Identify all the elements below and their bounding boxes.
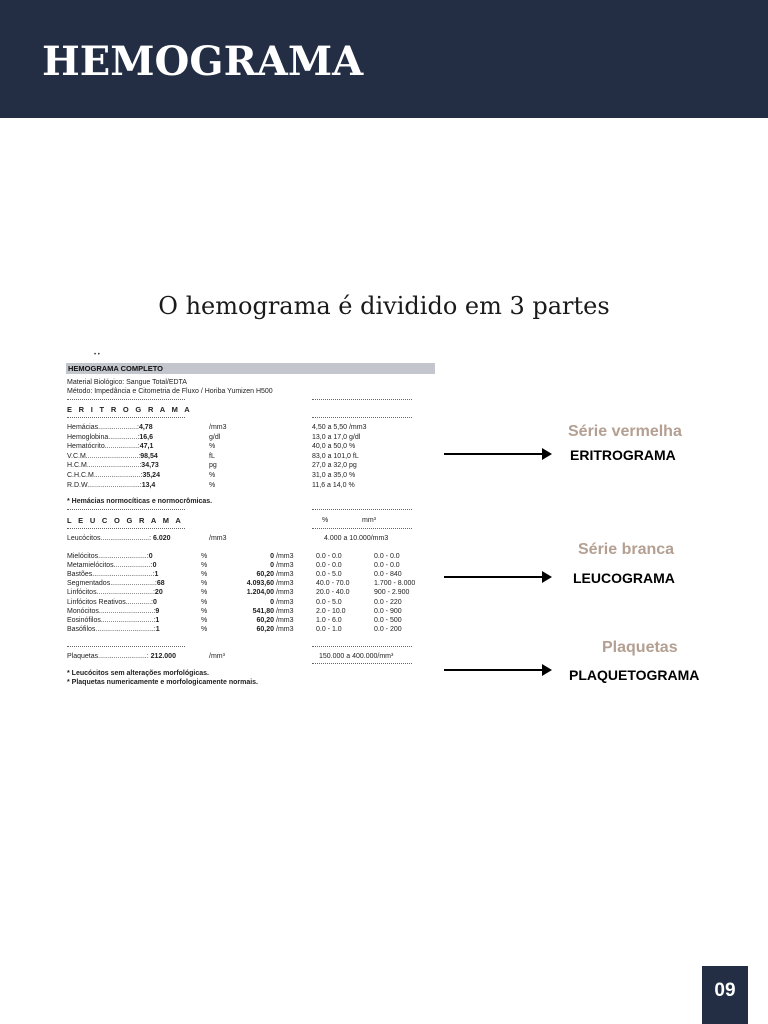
leucograma-row xyxy=(67,588,163,597)
param-ref-abs: 0.0 - 840 xyxy=(374,571,402,579)
param-ref-abs: 0.0 - 0.0 xyxy=(374,553,400,560)
leucograma-col-mm3: mm³ xyxy=(362,517,376,524)
param-name: Hemoglobina...............: xyxy=(67,433,140,441)
leucograma-row xyxy=(67,598,157,607)
param-name: Linfócitos.............................: xyxy=(67,589,155,597)
leucocitos-value: 6.020 xyxy=(152,535,171,542)
param-absolute: 60,20 xyxy=(256,616,274,624)
arrow-leucograma xyxy=(444,571,552,583)
label-serie-branca: Série branca xyxy=(578,541,675,558)
param-reference: 13,0 a 17,0 g/dl xyxy=(312,433,361,441)
param-name: Eosinófilos...........................: xyxy=(67,616,156,624)
param-value: 13,4 xyxy=(141,481,156,489)
param-abs-unit: /mm3 xyxy=(276,607,294,615)
leucograma-header: L E U C O G R A M A xyxy=(67,516,184,525)
leucograma-row xyxy=(67,625,160,634)
divider xyxy=(312,663,412,664)
plaquetas-note: * Plaquetas numericamente e morfologicamente normais. xyxy=(67,679,259,686)
param-name: Hematócrito.................: xyxy=(67,443,140,451)
param-reference: 27,0 a 32,0 pg xyxy=(312,462,357,470)
param-name: Mielócitos.........................: xyxy=(67,553,149,560)
divider xyxy=(67,528,185,529)
divider xyxy=(67,399,185,400)
divider xyxy=(67,417,185,418)
param-absolute: 0 xyxy=(270,598,274,606)
param-ref-pct: 0.0 - 0.0 xyxy=(316,562,342,570)
param-abs-unit: /mm3 xyxy=(276,598,294,606)
param-unit: pg xyxy=(209,462,217,470)
param-absolute: 4.093,60 xyxy=(246,580,274,588)
arrow-plaquetograma xyxy=(444,664,552,676)
param-unit: % xyxy=(209,472,216,479)
label-plaquetas: Plaquetas xyxy=(602,639,678,656)
param-value: 1 xyxy=(155,616,160,624)
param-reference: 83,0 a 101,0 fL xyxy=(312,452,359,460)
param-value: 1 xyxy=(154,571,159,579)
plaquetas-value: 212.000 xyxy=(150,653,176,660)
param-ref-abs: 0.0 - 220 xyxy=(374,598,402,606)
param-name: Metamielócitos...................: xyxy=(67,562,153,570)
param-name: Hemácias....................: xyxy=(67,424,139,431)
param-reference: 4,50 a 5,50 /mm3 xyxy=(312,424,367,431)
param-name: V.C.M...........................: xyxy=(67,452,141,460)
param-pct-unit: % xyxy=(201,571,208,579)
param-value: 47,1 xyxy=(139,443,154,451)
eritrograma-row xyxy=(67,461,159,470)
param-value: 1 xyxy=(155,625,160,633)
param-ref-abs: 0.0 - 0.0 xyxy=(374,562,400,570)
param-abs-unit: /mm3 xyxy=(276,616,294,624)
leucograma-row xyxy=(67,616,159,625)
param-value: 35,24 xyxy=(142,472,160,479)
param-pct-unit: % xyxy=(201,553,208,560)
eritrograma-header: E R I T R O G R A M A xyxy=(67,405,192,414)
param-reference: 40,0 a 50,0 % xyxy=(312,443,356,451)
param-abs-unit: /mm3 xyxy=(276,571,294,579)
param-pct-unit: % xyxy=(201,562,208,570)
plaquetas-ref: 150.000 a 400.000/mm³ xyxy=(319,653,394,660)
param-name: C.H.C.M........................: xyxy=(67,472,143,479)
param-value: 68 xyxy=(156,580,165,588)
param-unit: % xyxy=(209,481,216,489)
param-reference: 11,6 a 14,0 % xyxy=(312,481,355,489)
param-value: 4,78 xyxy=(138,424,153,431)
page-number: 09 xyxy=(702,966,748,1024)
param-unit: g/dl xyxy=(209,433,221,441)
plaquetas-name: Plaquetas.........................: xyxy=(67,653,149,660)
param-name: Monócitos............................: xyxy=(67,607,156,615)
leucograma-col-pct: % xyxy=(322,517,329,524)
param-ref-pct: 0.0 - 0.0 xyxy=(316,553,342,560)
param-ref-abs: 0.0 - 900 xyxy=(374,607,402,615)
section-subtitle: O hemograma é dividido em 3 partes xyxy=(158,292,610,320)
param-reference: 31,0 a 35,0 % xyxy=(312,472,356,479)
divider xyxy=(312,528,412,529)
eritrograma-row xyxy=(67,471,160,480)
leucograma-row xyxy=(67,579,165,588)
param-name: H.C.M...........................: xyxy=(67,462,142,470)
leucocitos-note: * Leucócitos sem alterações morfológicas. xyxy=(67,670,209,677)
report-method: Método: Impedância e Citometria de Fluxo / Horiba Yumizen H500 xyxy=(67,388,273,395)
param-ref-pct: 0.0 - 5.0 xyxy=(316,598,342,606)
param-value: 9 xyxy=(155,607,160,615)
param-ref-pct: 0.0 - 1.0 xyxy=(316,625,342,633)
param-absolute: 0 xyxy=(270,553,274,560)
eritrograma-row xyxy=(67,433,153,442)
param-ref-pct: 2.0 - 10.0 xyxy=(316,607,346,615)
plaquetas-unit: /mm³ xyxy=(209,653,225,660)
leucocitos-name: Leucócitos.........................: xyxy=(67,535,152,542)
leucocitos-unit: /mm3 xyxy=(209,535,227,542)
param-ref-pct: 40.0 - 70.0 xyxy=(316,580,350,588)
param-unit: fL xyxy=(209,452,215,460)
param-abs-unit: /mm3 xyxy=(276,625,294,633)
param-name: Linfócitos Reativos.............: xyxy=(67,598,153,606)
eritrograma-row xyxy=(67,423,153,432)
param-pct-unit: % xyxy=(201,580,208,588)
param-pct-unit: % xyxy=(201,625,208,633)
param-unit: % xyxy=(209,443,216,451)
leucocitos-ref: 4.000 a 10.000/mm3 xyxy=(324,535,389,542)
divider xyxy=(312,399,412,400)
eritrograma-row xyxy=(67,452,158,461)
param-absolute: 541,80 xyxy=(252,607,274,615)
param-name: Bastões...............................: xyxy=(67,571,155,579)
param-name: R.D.W...........................: xyxy=(67,481,142,489)
param-abs-unit: /mm3 xyxy=(276,580,294,588)
label-eritrograma: ERITROGRAMA xyxy=(570,447,676,463)
param-absolute: 60,20 xyxy=(256,625,274,633)
param-absolute: 60,20 xyxy=(256,571,274,579)
label-plaquetograma: PLAQUETOGRAMA xyxy=(569,667,700,683)
param-unit: /mm3 xyxy=(209,424,227,431)
param-abs-unit: /mm3 xyxy=(276,589,294,597)
param-absolute: 0 xyxy=(270,562,274,570)
eritrograma-note: * Hemácias normocíticas e normocrômicas. xyxy=(67,498,213,505)
eritrograma-row xyxy=(67,481,155,490)
param-name: Basófilos..............................: xyxy=(67,625,156,633)
param-abs-unit: /mm3 xyxy=(276,562,294,570)
divider xyxy=(67,509,185,510)
param-pct-unit: % xyxy=(201,616,208,624)
param-value: 16,6 xyxy=(139,433,153,441)
param-value: 34,73 xyxy=(141,462,159,470)
leucograma-row xyxy=(67,552,153,561)
page-title: HEMOGRAMA xyxy=(42,38,364,85)
param-value: 0 xyxy=(148,553,153,560)
param-value: 98,54 xyxy=(140,452,158,460)
param-value: 0 xyxy=(152,562,157,570)
divider xyxy=(312,646,412,647)
label-serie-vermelha: Série vermelha xyxy=(568,423,682,440)
param-ref-abs: 900 - 2.900 xyxy=(374,589,410,597)
param-pct-unit: % xyxy=(201,589,208,597)
header-bar xyxy=(0,0,768,118)
report-material: Material Biológico: Sangue Total/EDTA xyxy=(67,379,187,386)
leucograma-row xyxy=(67,570,158,579)
leucocitos-row xyxy=(67,534,171,543)
param-pct-unit: % xyxy=(201,607,208,615)
param-ref-pct: 0.0 - 5.0 xyxy=(316,571,342,579)
report-title: HEMOGRAMA COMPLETO xyxy=(66,363,435,374)
leucograma-row xyxy=(67,561,157,570)
leucograma-row xyxy=(67,607,159,616)
label-leucograma: LEUCOGRAMA xyxy=(573,570,675,586)
lab-report-image xyxy=(66,352,436,693)
param-ref-abs: 0.0 - 200 xyxy=(374,625,402,633)
param-value: 20 xyxy=(154,589,163,597)
param-pct-unit: % xyxy=(201,598,208,606)
eritrograma-row xyxy=(67,442,153,451)
param-absolute: 1.204,00 xyxy=(246,589,274,597)
param-name: Segmentados.......................: xyxy=(67,580,157,588)
param-ref-abs: 1.700 - 8.000 xyxy=(374,580,416,588)
divider xyxy=(312,417,412,418)
plaquetas-row xyxy=(67,652,176,661)
divider xyxy=(67,646,185,647)
param-ref-abs: 0.0 - 500 xyxy=(374,616,402,624)
arrow-eritrograma xyxy=(444,448,552,460)
divider xyxy=(312,509,412,510)
param-ref-pct: 20.0 - 40.0 xyxy=(316,589,350,597)
param-abs-unit: /mm3 xyxy=(276,553,294,560)
param-ref-pct: 1.0 - 6.0 xyxy=(316,616,342,624)
report-mark: • • xyxy=(94,352,100,358)
param-value: 0 xyxy=(152,598,157,606)
